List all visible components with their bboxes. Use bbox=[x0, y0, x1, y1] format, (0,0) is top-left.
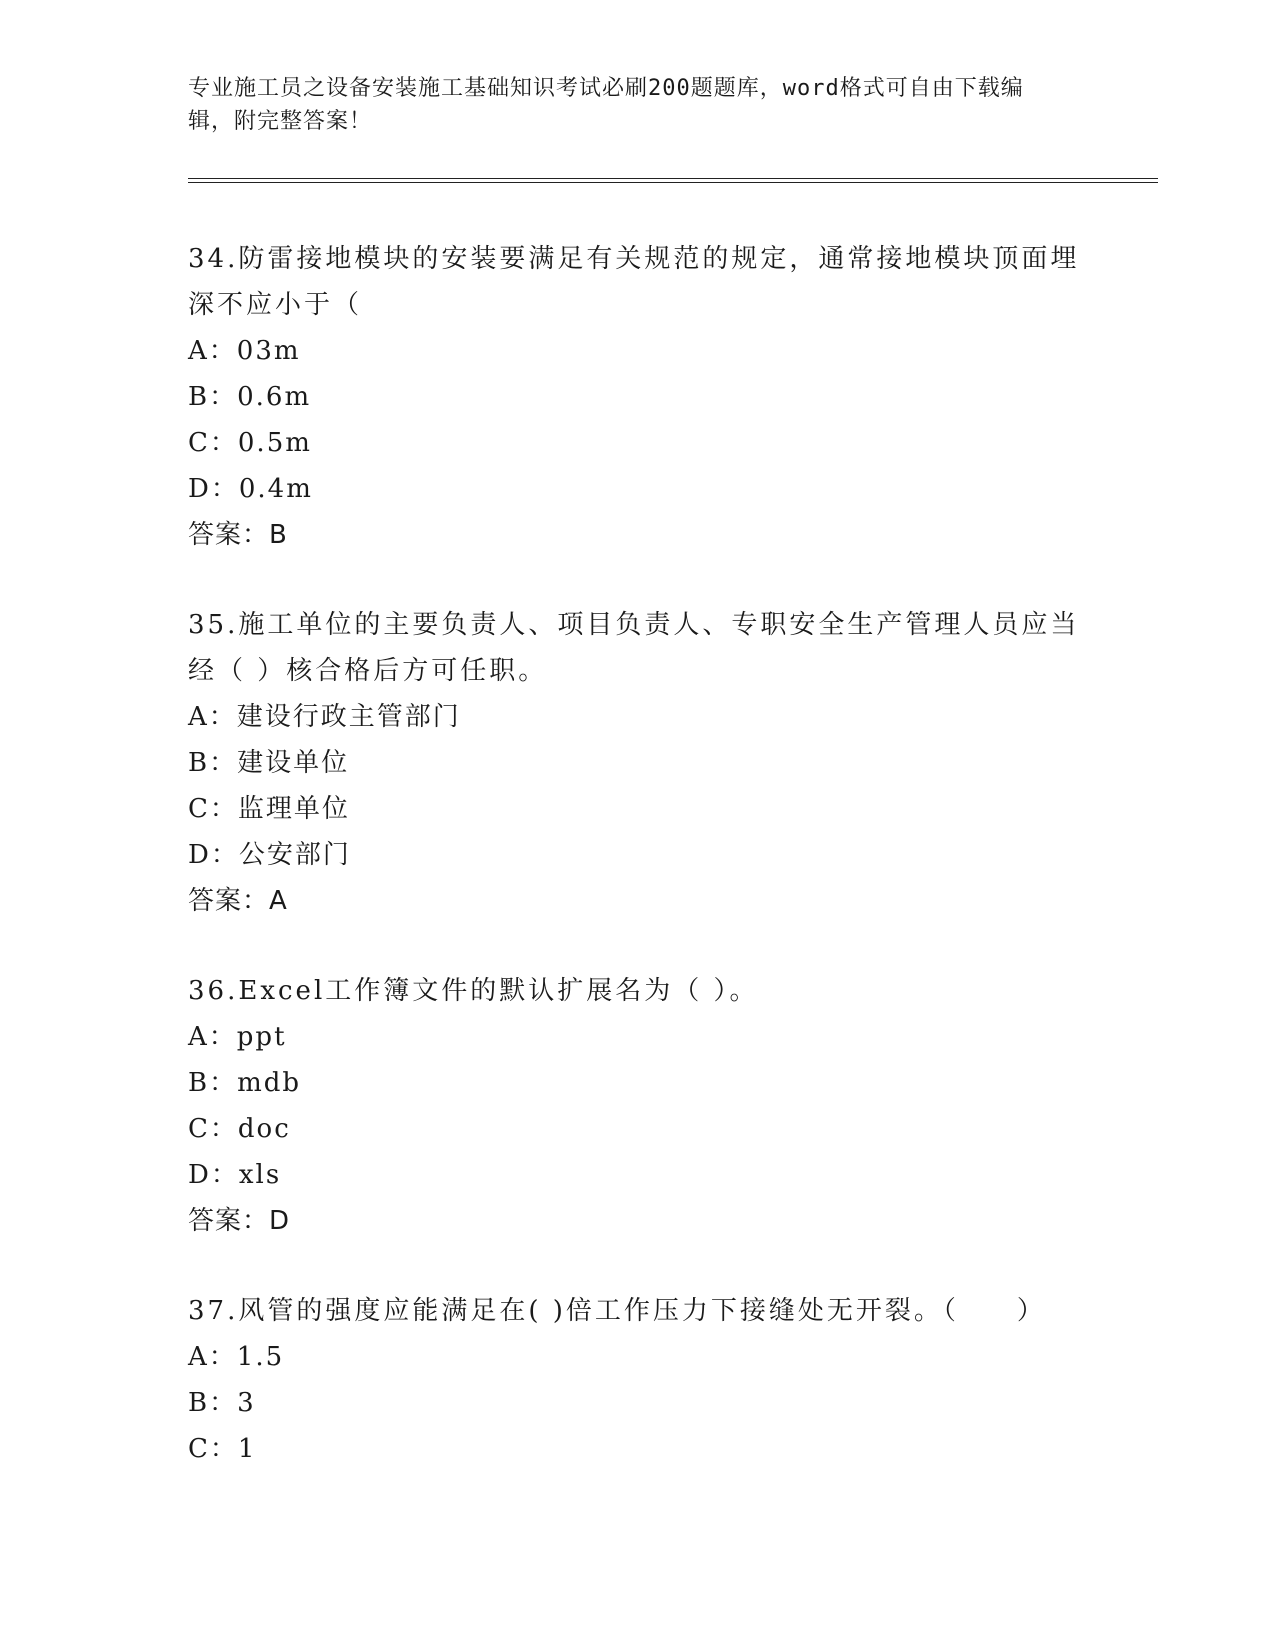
answer: 答案：B bbox=[188, 520, 288, 550]
option-c: C：0.5m bbox=[188, 428, 312, 458]
option-b: B：3 bbox=[188, 1388, 256, 1418]
question-stem: 34.防雷接地模块的安装要满足有关规范的规定，通常接地模块顶面埋深不应小于（ bbox=[188, 244, 1080, 320]
header-divider bbox=[188, 178, 1158, 183]
question-37 bbox=[188, 1288, 1088, 1472]
option-b: B：0.6m bbox=[188, 382, 312, 412]
option-a: A：ppt bbox=[188, 1022, 287, 1052]
question-35 bbox=[188, 602, 1088, 924]
option-c: C：doc bbox=[188, 1114, 291, 1144]
document-header: 专业施工员之设备安装施工基础知识考试必刷200题题库，word格式可自由下载编辑，附完整答案！ bbox=[188, 76, 1024, 134]
question-stem: 36.Excel工作簿文件的默认扩展名为（ ）。 bbox=[188, 976, 759, 1006]
question-36 bbox=[188, 968, 1088, 1244]
answer: 答案：A bbox=[188, 886, 288, 916]
question-34 bbox=[188, 236, 1088, 558]
option-d: D：公安部门 bbox=[188, 840, 351, 870]
option-d: D：xls bbox=[188, 1160, 282, 1190]
question-stem: 37.风管的强度应能满足在( )倍工作压力下接缝处无开裂。（ ） bbox=[188, 1296, 1046, 1326]
question-stem: 35.施工单位的主要负责人、项目负责人、专职安全生产管理人员应当经（ ）核合格后方可任职。 bbox=[188, 610, 1080, 686]
answer: 答案：D bbox=[188, 1206, 291, 1236]
option-d: D：0.4m bbox=[188, 474, 313, 504]
option-b: B：建设单位 bbox=[188, 748, 350, 778]
question-list bbox=[188, 236, 1088, 1516]
option-b: B：mdb bbox=[188, 1068, 302, 1098]
option-c: C：监理单位 bbox=[188, 794, 350, 824]
option-a: A：1.5 bbox=[188, 1342, 285, 1372]
option-a: A：03m bbox=[188, 336, 301, 366]
option-c: C：1 bbox=[188, 1434, 257, 1464]
option-a: A：建设行政主管部门 bbox=[188, 702, 461, 732]
